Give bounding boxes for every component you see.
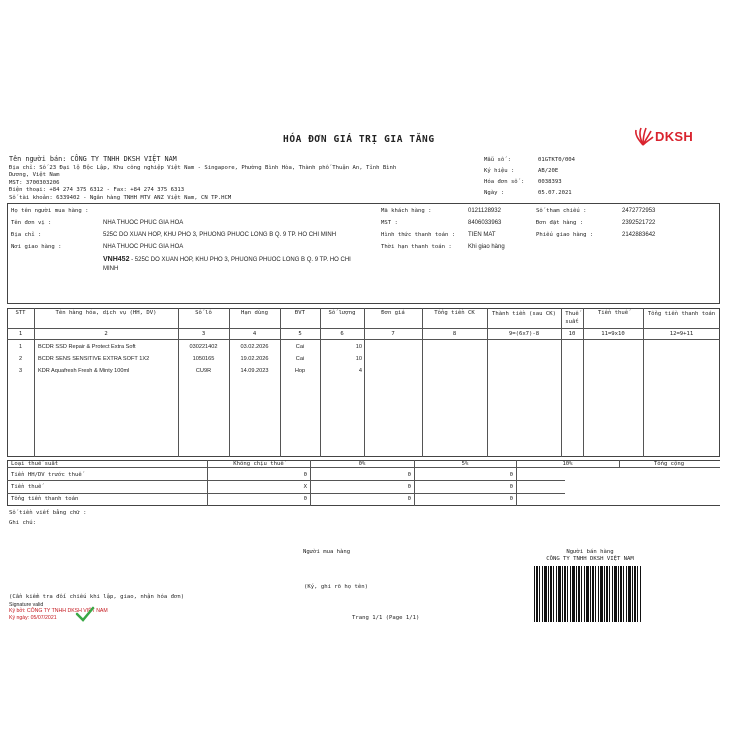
col-number: 12=9+11 [669,331,694,337]
seller-address-line-1: Địa chỉ: Số 23 Đại lộ Độc Lập, Khu công nghiệp Việt Nam - Singapore, Phường Bình Hòa, Thành phố Thuận An, Tỉnh Bình [9,165,397,171]
summary-header-divider [7,467,720,468]
col-number: 9=(6x7)-8 [508,331,540,337]
col-number: 11=9x10 [601,331,625,337]
seller-address-line-2: Dương, Việt Nam [9,172,60,178]
col-header-unit: ĐVT [294,310,306,316]
delivery-code: VNH452 [103,256,130,263]
summary-pre-tax-0: 0 [407,472,411,478]
payment-term-value: Khi giao hàng [468,244,505,250]
signature-signed-by: Ký bởi: CÔNG TY TNHH DKSH VIỆT NAM [9,608,108,615]
summary-header-no-tax: Không chịu thuế [233,461,284,467]
row-unit: Cai [295,344,305,350]
reference-number-label: Số tham chiếu : [536,208,587,214]
buyer-tax-value: 8406033963 [468,220,502,226]
seller-signature-title: Người bán hàng [566,549,614,555]
seller-name: Tên người bán: CÔNG TY TNHH DKSH VIỆT NAM [9,155,177,163]
col-number: 7 [391,331,395,337]
order-number-value: 2392521722 [622,220,656,226]
summary-header-10: 10% [562,461,573,467]
row-stt: 2 [18,356,23,362]
col-header-tax-rate: Thuế suất [565,311,579,325]
col-header-discount: Tổng tiền CK [434,310,475,316]
summary-row-divider [7,480,565,481]
buyer-signature-title: Người mua hàng [303,549,351,555]
invoice-number-value: 0038393 [538,179,562,185]
row-stt: 1 [18,344,23,350]
delivery-address-line-1: - 525C DO XUAN HOP, KHU PHO 3, PHUONG PHUOC LONG B Q. 9 TP. HO CHI [129,257,351,263]
summary-pre-tax-5: 0 [509,472,513,478]
signature-signed-date: Ký ngày: 05/07/2021 [9,614,57,621]
date-value: 05.07.2021 [538,190,572,196]
col-number: 1 [18,331,23,337]
col-number: 6 [340,331,344,337]
buyer-unit-label: Tên đơn vị : [11,220,52,226]
buyer-unit-value: NHA THUOC PHUC GIA HOA [103,220,184,226]
order-number-label: Đơn đặt hàng : [536,220,584,226]
delivery-place-label: Nơi giao hàng : [11,244,62,250]
row-quantity: 10 [355,356,362,362]
summary-header-0: 0% [358,461,366,467]
symbol-label: Ký hiệu : [484,168,515,174]
seller-bank: Số tài khoản: 6339402 - Ngân hàng TNHH MTV ANZ Việt Nam, CN TP.HCM [9,195,232,201]
col-number: 10 [568,331,576,337]
symbol-value: AB/20E [538,168,559,174]
col-header-stt: STT [15,310,26,316]
signature-check-icon [75,606,95,627]
summary-header-5: 5% [461,461,469,467]
row-quantity: 10 [355,344,362,350]
seller-tax-code: MST: 3700303206 [9,180,60,186]
col-header-expiry: Hạn dùng [241,310,268,316]
payment-term-label: Thời hạn thanh toán : [381,244,452,250]
col-header-quantity: Số lượng [328,310,356,316]
signature-valid: Signature valid [9,602,44,608]
row-expiry: 03.02.2026 [240,344,269,350]
col-header-total: Tổng tiền thanh toán [647,311,716,317]
form-number-value: 01GTKT0/004 [538,157,576,163]
customer-code-label: Mã khách hàng : [381,208,432,214]
summary-tax-0: 0 [407,484,411,490]
buyer-tax-label: MST : [381,220,398,226]
dksh-logo-text: DKSH [655,129,694,144]
payment-method-label: Hình thức thanh toán : [381,232,456,238]
summary-row-divider [7,493,565,494]
summary-total-no-tax: 0 [303,496,307,502]
barcode [534,566,642,622]
col-header-product: Tên hàng hóa, dịch vụ (HH, DV) [55,310,157,316]
date-label: Ngày : [484,190,505,196]
dksh-logo-icon [632,125,654,147]
amount-in-words-label: Số tiền viết bằng chữ : [9,510,87,516]
delivery-note-value: 2142883642 [622,232,656,238]
buyer-address-value: 525C DO XUAN HOP, KHU PHO 3, PHUONG PHUOC LONG B Q. 9 TP. HO CHI MINH [103,232,337,238]
col-number: 8 [452,331,457,337]
check-note: (Cần kiểm tra đối chiếu khi lập, giao, nhận hóa đơn) [9,594,185,600]
form-number-label: Mẫu số : [484,157,511,163]
summary-header-tax-type: Loại thuế suất [11,461,59,467]
seller-signature-company: CÔNG TY TNHH DKSH VIỆT NAM [546,556,634,562]
col-header-amount: Thành tiền (sau CK) [492,311,556,317]
buyer-name-label: Họ tên người mua hàng : [11,208,89,214]
invoice-title: HÓA ĐƠN GIÁ TRỊ GIA TĂNG [283,134,435,145]
row-unit: Hop [294,368,306,374]
row-expiry: 19.02.2026 [240,356,269,362]
summary-tax-no-tax: X [303,484,307,490]
summary-header-total: Tổng cộng [653,461,685,467]
col-header-tax-amount: Tiền thuế [597,310,629,316]
col-number: 2 [104,331,108,337]
delivery-note-label: Phiếu giao hàng : [536,232,594,238]
row-product-name: BCDR SSD Repair & Protect Extra Soft [38,344,136,350]
summary-pre-tax-no-tax: 0 [303,472,307,478]
col-header-lot: Số lô [195,310,212,316]
dksh-logo [632,125,654,152]
summary-total-0: 0 [407,496,411,502]
row-product-name: BCDR SENS SENSITIVE EXTRA SOFT 1X2 [38,356,150,362]
row-lot: CU9R [195,368,212,374]
summary-total-5: 0 [509,496,513,502]
delivery-address-line-2: MINH [103,266,119,272]
sign-hint: (Ký, ghi rõ họ tên) [304,584,368,590]
row-expiry: 14.09.2023 [240,368,269,374]
reference-number-value: 2472772953 [622,208,656,214]
delivery-address [103,256,351,263]
row-quantity: 4 [358,368,362,374]
col-number: 5 [298,331,302,337]
row-lot: 030221402 [189,344,218,350]
row-product-name: KDR Aquafresh Fresh & Minty 100ml [38,368,130,374]
customer-code-value: 0121128932 [468,208,501,214]
col-number: 3 [201,331,206,337]
summary-total-label: Tổng tiền thanh toán [11,496,79,502]
col-header-unit-price: Đơn giá [381,310,405,316]
row-lot: 1050165 [192,356,215,362]
row-unit: Cai [295,356,305,362]
col-number: 4 [252,331,257,337]
invoice-number-label: Hóa đơn số : [484,179,525,185]
summary-tax-label: Tiền thuế [11,484,42,490]
payment-method-value: TIEN MAT [468,232,496,238]
page-indicator: Trang 1/1 (Page 1/1) [352,615,420,621]
seller-phone: Điện thoại: +84 274 375 6312 - Fax: +84 274 375 6313 [9,187,185,193]
summary-pre-tax-label: Tiền HH/DV trước thuế [11,472,82,478]
buyer-address-label: Địa chỉ : [11,232,42,238]
note-label: Ghi chú: [9,520,36,526]
summary-tax-5: 0 [509,484,513,490]
row-stt: 3 [18,368,23,374]
delivery-name: NHA THUOC PHUC GIA HOA [103,244,184,250]
buyer-info-box [7,203,720,304]
